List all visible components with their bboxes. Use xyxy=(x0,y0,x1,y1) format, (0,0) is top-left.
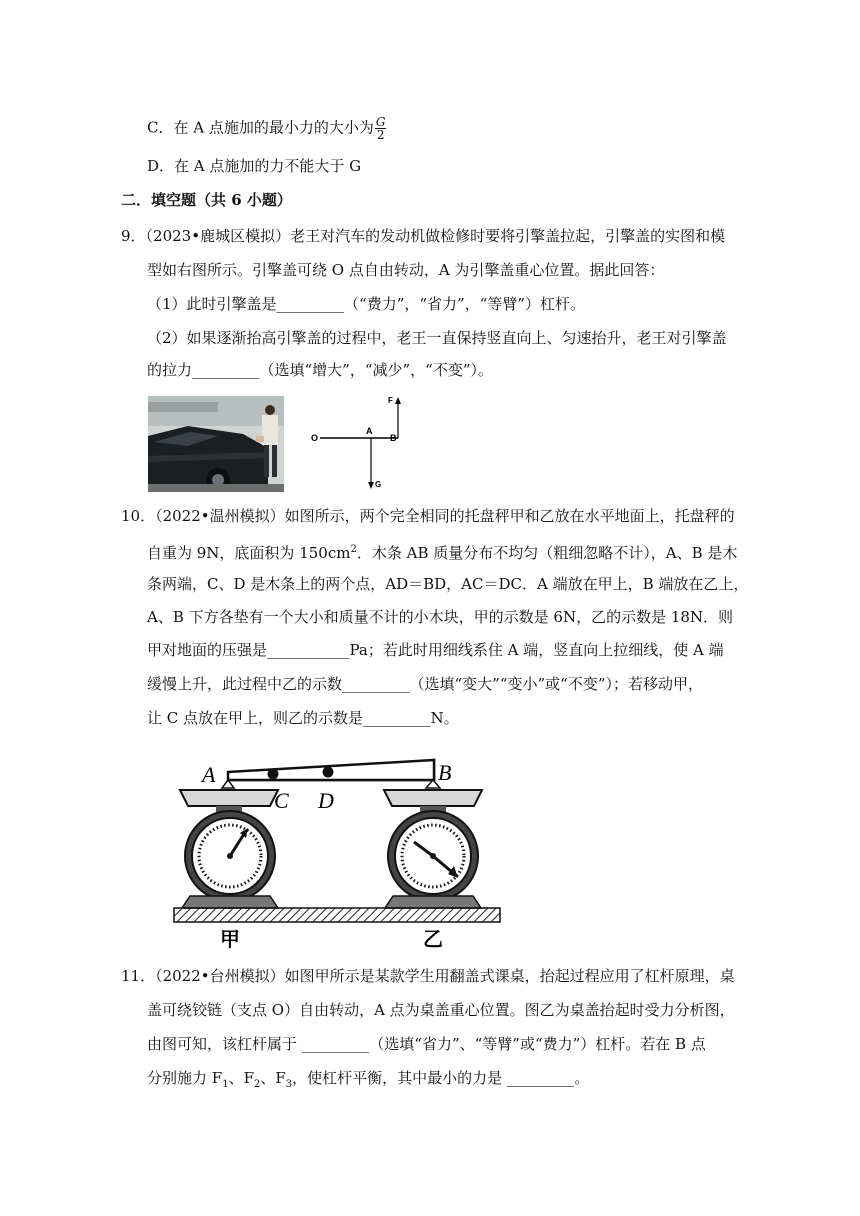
q10-line-2: 自重为 9N，底面积为 $150cm^2$．木条 AB 质量分布不均匀（粗细忽略不计），A、B 是木 xyxy=(147,544,738,562)
option-c-text: C．在 A 点施加的最小力的大小为 xyxy=(147,118,374,137)
label-jia: 甲 xyxy=(220,927,240,951)
point-d-dot xyxy=(323,767,334,778)
q9-line-1: 9．（2023•鹿城区模拟）老王对汽车的发动机做检修时要将引擎盖拉起，引擎盖的实图和模 xyxy=(121,227,726,245)
scale-yi xyxy=(384,790,482,908)
label-a: A xyxy=(366,426,373,436)
q9-line-2: 型如右图所示。引擎盖可绕 O 点自由转动，A 为引擎盖重心位置。据此回答： xyxy=(147,261,665,279)
label-yi: 乙 xyxy=(423,927,443,951)
q11-line-2: 盖可绕铰链（支点 O）自由转动，A 点为桌盖重心位置。图乙为桌盖抬起时受力分析图， xyxy=(147,1001,735,1019)
q11-line-3: 由图可知，该杠杆属于 _________（选填“省力”、“等臂”或“费力”）杠杆。若在 B 点 xyxy=(147,1035,706,1053)
label-b: B xyxy=(438,760,452,785)
q10-line-1: 10．（2022•温州模拟）如图所示，两个完全相同的托盘秤甲和乙放在水平地面上，托盘秤的 xyxy=(121,507,735,525)
option-c xyxy=(147,116,386,141)
q9-line-3: （1）此时引擎盖是_________（“费力”，“省力”，“等臂”）杠杆。 xyxy=(147,295,586,313)
label-b: B xyxy=(390,433,397,443)
q10-line-7: 让 C 点放在甲上，则乙的示数是_________N。 xyxy=(147,709,459,727)
label-f: F xyxy=(388,396,393,405)
section-heading: 二．填空题（共 6 小题） xyxy=(121,191,292,209)
label-g: G xyxy=(375,480,382,489)
car-hood-photo xyxy=(148,396,284,492)
label-d: D xyxy=(318,788,334,813)
fraction-g-over-2: $\frac{G}{2}$ xyxy=(375,115,386,142)
scale-jia xyxy=(180,790,278,908)
ground xyxy=(174,908,500,922)
q10-line-3: 条两端，C、D 是木条上的两个点，AD＝BD，AC＝DC．A 端放在甲上，B 端放在乙上， xyxy=(147,575,749,593)
label-o: O xyxy=(311,433,319,443)
lever-diagram xyxy=(306,394,416,494)
q11-line-4: 分别施力 $F_1$、$F_2$、$F_3$，使杠杆平衡，其中最小的力是 _________。 xyxy=(147,1069,590,1090)
q11-line-1: 11．（2022•台州模拟）如图甲所示是某款学生用翻盖式课桌，抬起过程应用了杠杆原理，桌 xyxy=(121,967,735,985)
q9-line-4: （2）如果逐渐抬高引擎盖的过程中，老王一直保持竖直向上、匀速抬升，老王对引擎盖 xyxy=(147,329,727,347)
q9-line-5: 的拉力_________（选填“增大”，“减少”，“不变”）。 xyxy=(147,361,494,379)
option-d: D．在 A 点施加的力不能大于 G xyxy=(147,157,362,175)
point-c-dot xyxy=(268,769,279,780)
q10-line-5: 甲对地面的压强是___________Pa；若此时用细线系住 A 端，竖直向上拉细线，使 A 端 xyxy=(147,641,724,659)
scales-figure xyxy=(170,750,505,952)
label-a: A xyxy=(202,762,216,787)
q10-line-6: 缓慢上升，此过程中乙的示数_________（选填“变大”“变小”或“不变”）；若移动甲， xyxy=(147,675,704,693)
q10-line-4: A、B 下方各垫有一个大小和质量不计的小木块，甲的示数是 6N，乙的示数是 18N．则 xyxy=(147,608,734,626)
label-c: C xyxy=(274,788,289,813)
